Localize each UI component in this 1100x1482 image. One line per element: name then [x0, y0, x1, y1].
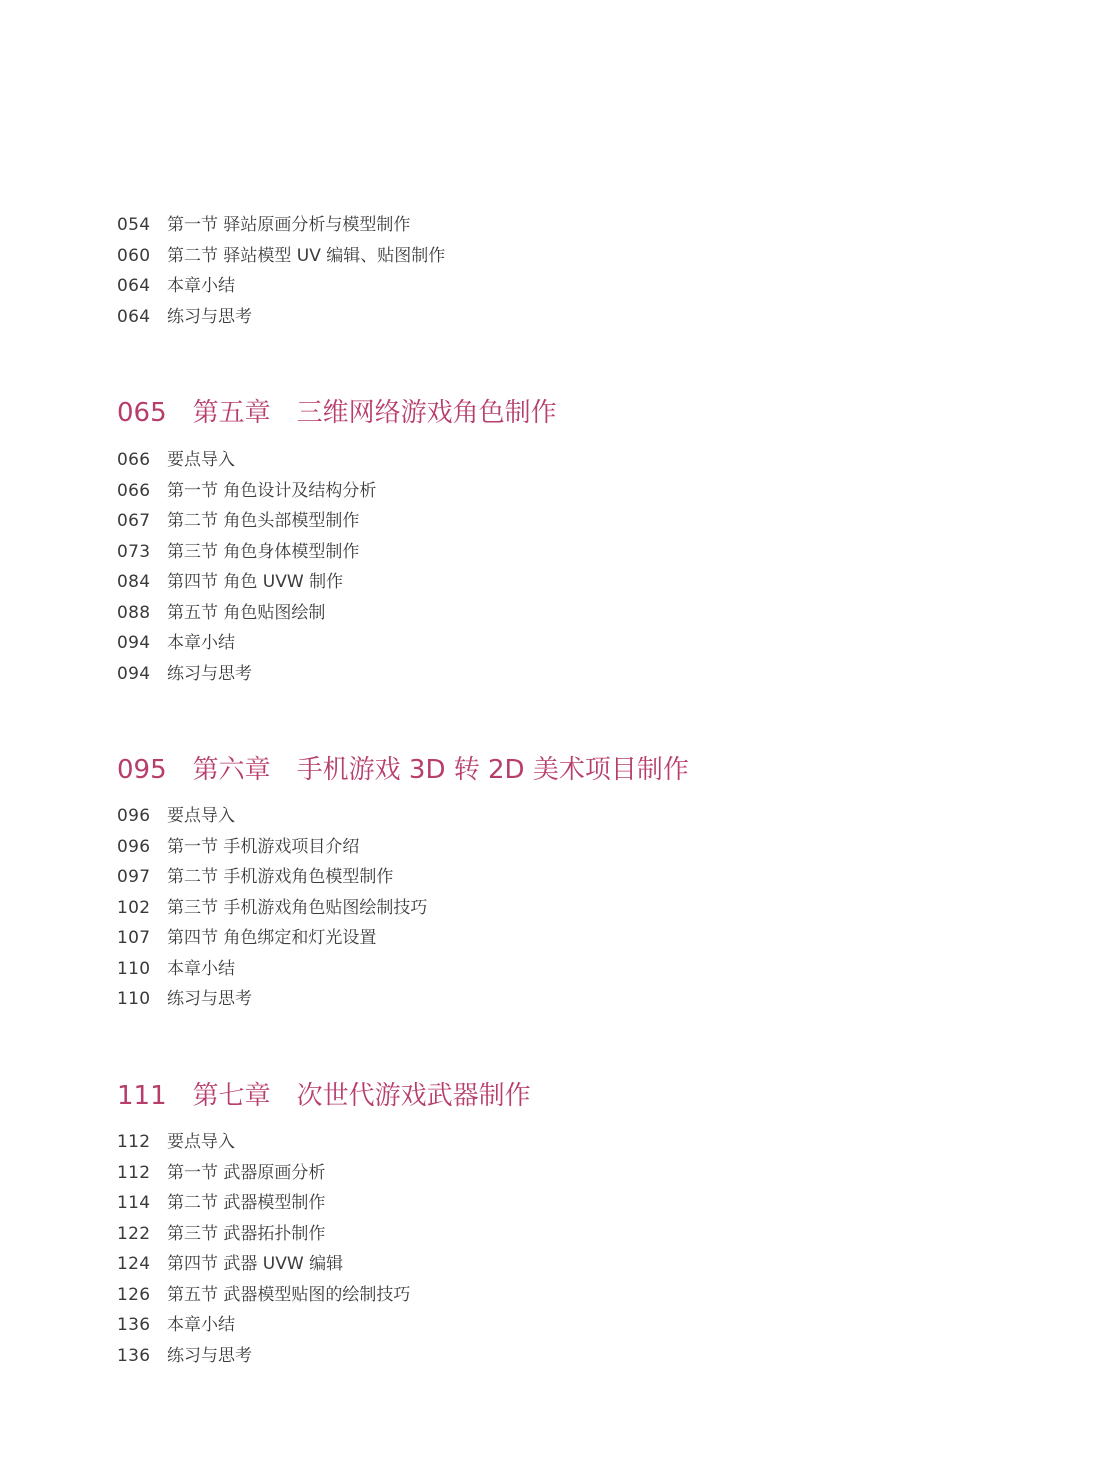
toc-entry-title: 要点导入 — [167, 450, 235, 470]
toc-entry[interactable] — [117, 801, 427, 832]
toc-entry-page: 066 — [117, 450, 151, 470]
toc-entry-page: 114 — [117, 1193, 151, 1213]
toc-entry-title: 本章小结 — [167, 633, 235, 653]
toc-entry[interactable] — [117, 832, 427, 863]
toc-entry-title: 第一节 驿站原画分析与模型制作 — [167, 215, 411, 235]
toc-entry-page: 102 — [117, 897, 151, 918]
toc-entry-group — [117, 445, 376, 689]
toc-entry[interactable] — [117, 1249, 410, 1280]
toc-entry[interactable] — [117, 1188, 410, 1219]
toc-entry-page: 097 — [117, 867, 151, 887]
toc-entry-page: 094 — [117, 663, 151, 684]
chapter-heading[interactable] — [117, 397, 557, 429]
toc-entry-group — [117, 210, 445, 332]
chapter-heading[interactable] — [117, 1080, 531, 1112]
toc-entry-title: 第三节 手机游戏角色贴图绘制技巧 — [167, 897, 428, 918]
toc-entry-page: 112 — [117, 1162, 151, 1183]
toc-entry-title: 要点导入 — [167, 806, 235, 826]
toc-entry-page: 107 — [117, 928, 151, 948]
toc-entry[interactable] — [117, 659, 376, 690]
toc-entry[interactable] — [117, 302, 445, 333]
toc-entry[interactable] — [117, 537, 376, 568]
toc-entry[interactable] — [117, 1341, 410, 1372]
chapter-page: 111 — [117, 1081, 167, 1111]
toc-entry-page: 066 — [117, 480, 151, 501]
toc-entry-page: 064 — [117, 276, 151, 296]
toc-entry-page: 136 — [117, 1315, 151, 1335]
toc-entry-page: 064 — [117, 306, 151, 327]
toc-entry-title: 第二节 角色头部模型制作 — [167, 511, 360, 531]
toc-entry-title: 本章小结 — [167, 1315, 235, 1335]
toc-entry[interactable] — [117, 954, 427, 985]
toc-entry[interactable] — [117, 445, 376, 476]
toc-entry-title: 本章小结 — [167, 276, 235, 296]
toc-entry-page: 096 — [117, 836, 151, 857]
toc-entry-page: 110 — [117, 989, 151, 1009]
toc-entry[interactable] — [117, 241, 445, 272]
chapter-label: 第五章 — [192, 398, 271, 428]
toc-entry-title: 第五节 武器模型贴图的绘制技巧 — [167, 1284, 411, 1305]
chapter-page: 095 — [117, 755, 167, 785]
toc-entry[interactable] — [117, 271, 445, 302]
chapter-title: 次世代游戏武器制作 — [296, 1081, 531, 1111]
toc-entry[interactable] — [117, 628, 376, 659]
toc-entry-group — [117, 1127, 410, 1371]
toc-entry-page: 136 — [117, 1345, 151, 1366]
toc-entry-title: 练习与思考 — [167, 663, 252, 684]
toc-entry-title: 第三节 武器拓扑制作 — [167, 1223, 326, 1244]
toc-entry[interactable] — [117, 210, 445, 241]
toc-entry-page: 094 — [117, 633, 151, 653]
toc-entry-group — [117, 801, 427, 1015]
toc-entry[interactable] — [117, 1158, 410, 1189]
chapter-label: 第七章 — [192, 1081, 271, 1111]
toc-entry-title: 第二节 武器模型制作 — [167, 1193, 326, 1213]
toc-entry[interactable] — [117, 567, 376, 598]
toc-entry-title: 第三节 角色身体模型制作 — [167, 541, 360, 562]
toc-entry-title: 练习与思考 — [167, 306, 252, 327]
toc-entry-title: 练习与思考 — [167, 1345, 252, 1366]
toc-entry-title: 第二节 手机游戏角色模型制作 — [167, 867, 394, 887]
toc-entry-title: 练习与思考 — [167, 989, 252, 1009]
toc-entry-title: 第四节 角色 UVW 制作 — [167, 572, 344, 592]
toc-entry[interactable] — [117, 1280, 410, 1311]
toc-entry-title: 第五节 角色贴图绘制 — [167, 602, 326, 623]
toc-entry-title: 第四节 武器 UVW 编辑 — [167, 1254, 344, 1274]
toc-entry-page: 073 — [117, 541, 151, 562]
toc-entry-title: 本章小结 — [167, 958, 235, 979]
toc-entry[interactable] — [117, 1310, 410, 1341]
chapter-page: 065 — [117, 398, 167, 428]
chapter-title: 手机游戏 3D 转 2D 美术项目制作 — [296, 755, 689, 785]
toc-entry-page: 112 — [117, 1132, 151, 1152]
toc-entry[interactable] — [117, 893, 427, 924]
toc-entry[interactable] — [117, 506, 376, 537]
toc-entry[interactable] — [117, 598, 376, 629]
toc-entry[interactable] — [117, 1219, 410, 1250]
toc-entry[interactable] — [117, 476, 376, 507]
chapter-title: 三维网络游戏角色制作 — [296, 398, 557, 428]
toc-entry-page: 054 — [117, 215, 151, 235]
toc-entry-page: 126 — [117, 1284, 151, 1305]
toc-entry-page: 060 — [117, 245, 151, 266]
toc-entry-page: 096 — [117, 806, 151, 826]
toc-entry[interactable] — [117, 862, 427, 893]
toc-entry-page: 084 — [117, 572, 151, 592]
toc-entry-page: 088 — [117, 602, 151, 623]
toc-entry-title: 第二节 驿站模型 UV 编辑、贴图制作 — [167, 245, 446, 266]
toc-entry-title: 第一节 武器原画分析 — [167, 1162, 326, 1183]
toc-entry[interactable] — [117, 1127, 410, 1158]
toc-entry-page: 110 — [117, 958, 151, 979]
chapter-label: 第六章 — [192, 755, 271, 785]
toc-entry-page: 067 — [117, 511, 151, 531]
toc-entry[interactable] — [117, 923, 427, 954]
toc-entry-title: 第四节 角色绑定和灯光设置 — [167, 928, 377, 948]
toc-entry-page: 122 — [117, 1223, 151, 1244]
toc-entry-page: 124 — [117, 1254, 151, 1274]
toc-entry-title: 第一节 角色设计及结构分析 — [167, 480, 377, 501]
chapter-heading[interactable] — [117, 754, 689, 786]
toc-entry-title: 第一节 手机游戏项目介绍 — [167, 836, 360, 857]
toc-entry-title: 要点导入 — [167, 1132, 235, 1152]
toc-entry[interactable] — [117, 984, 427, 1015]
